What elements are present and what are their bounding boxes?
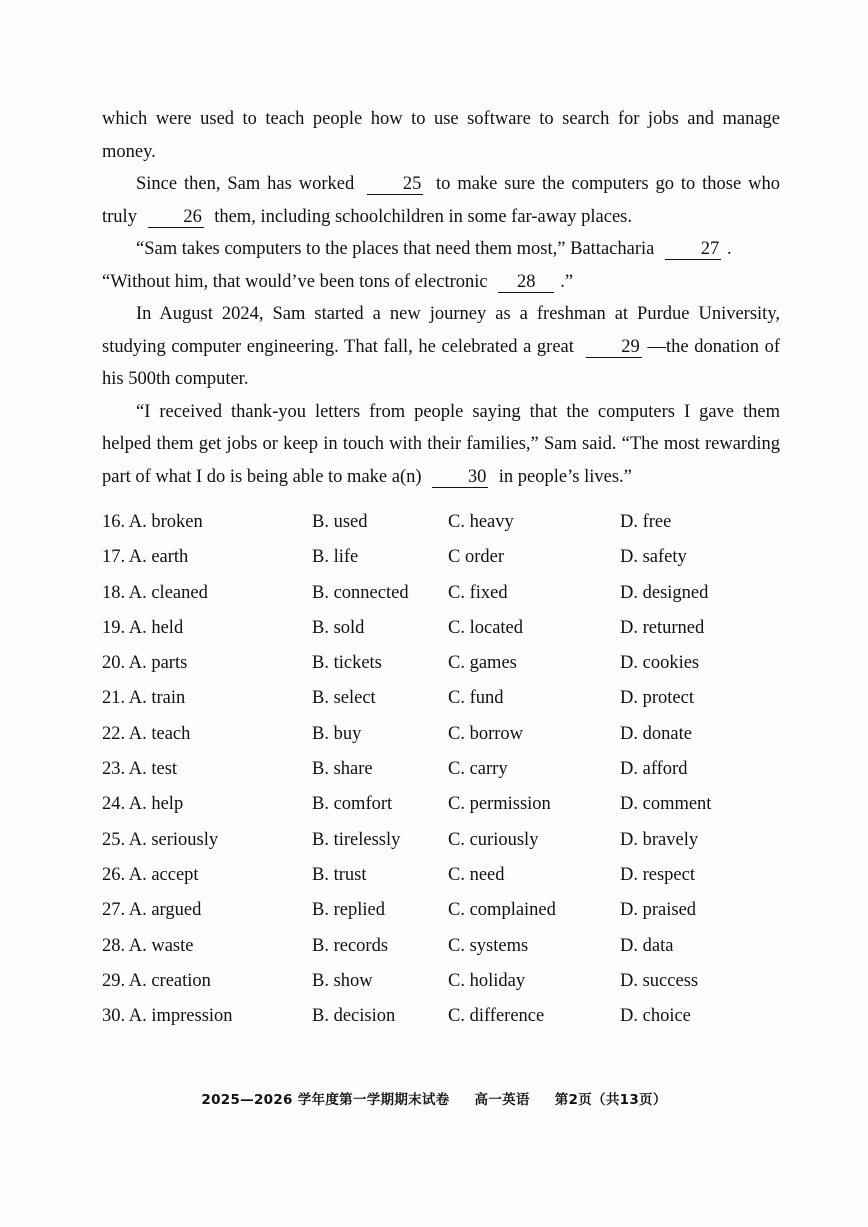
option-c: C. carry xyxy=(448,759,508,780)
option-b: B. buy xyxy=(312,723,362,744)
option-row xyxy=(102,790,742,825)
option-d: D. cookies xyxy=(620,653,700,674)
option-a: 28. A. waste xyxy=(102,935,194,956)
option-row xyxy=(102,579,742,614)
option-row xyxy=(102,861,742,896)
option-d: D. free xyxy=(620,512,672,532)
paragraph-4 xyxy=(102,266,780,299)
option-c: C. curiously xyxy=(448,829,539,850)
paragraph-3-text-before: “Sam takes computers to the places that need them most,” Battacharia xyxy=(136,239,655,259)
option-b: B. trust xyxy=(312,864,367,885)
paragraph-6-text-before: “I received thank-you letters from people saying that the computers I gave them helped them get jobs or keep in touch with their families,” Sam said. “The most rewarding part of what I do is being able to make a(n) xyxy=(102,401,780,487)
option-c: C. holiday xyxy=(448,970,526,991)
blank-29: 29 xyxy=(586,337,642,358)
option-d: D. choice xyxy=(620,1006,691,1027)
cloze-passage xyxy=(102,103,780,493)
option-c: C. systems xyxy=(448,935,529,956)
option-d: D. protect xyxy=(620,688,694,709)
option-c: C. difference xyxy=(448,1006,545,1027)
paragraph-6-text-after: in people’s lives.” xyxy=(498,466,632,487)
paragraph-1-text: which were used to teach people how to use software to search for jobs and manage money. xyxy=(102,109,780,162)
option-b: B. decision xyxy=(312,1006,396,1027)
paragraph-2-text-after: them, including schoolchildren in some far-away places. xyxy=(214,206,633,227)
option-a: 27. A. argued xyxy=(102,900,202,921)
option-a: 17. A. earth xyxy=(102,547,189,568)
option-c: C. need xyxy=(448,864,505,885)
option-row xyxy=(102,684,742,719)
option-b: B. replied xyxy=(312,900,385,921)
option-a: 16. A. broken xyxy=(102,512,203,532)
option-row xyxy=(102,614,742,649)
blank-27: 27 xyxy=(665,239,721,260)
footer-exam-title: 2025—2026 学年度第一学期期末试卷 xyxy=(201,1092,450,1108)
option-b: B. comfort xyxy=(312,794,393,815)
paragraph-5-text-after: —the donation of his 500th computer. xyxy=(102,336,780,389)
option-b: B. show xyxy=(312,970,373,991)
option-b: B. used xyxy=(312,512,368,532)
option-c: C. located xyxy=(448,617,524,638)
paragraph-1 xyxy=(102,103,780,168)
option-b: B. tickets xyxy=(312,653,382,674)
option-row xyxy=(102,1002,742,1037)
option-a: 23. A. test xyxy=(102,759,178,780)
option-a: 24. A. help xyxy=(102,794,184,815)
option-b: B. select xyxy=(312,688,376,709)
option-b: B. tirelessly xyxy=(312,829,401,850)
option-d: D. praised xyxy=(620,900,697,921)
option-d: D. comment xyxy=(620,794,712,815)
option-d: D. returned xyxy=(620,617,705,638)
option-c: C. permission xyxy=(448,794,551,815)
option-b: B. share xyxy=(312,759,373,780)
option-b: B. life xyxy=(312,547,359,568)
blank-28: 28 xyxy=(498,272,554,293)
option-d: D. bravely xyxy=(620,829,699,850)
option-a: 19. A. held xyxy=(102,617,184,638)
option-b: B. sold xyxy=(312,617,365,638)
option-a: 25. A. seriously xyxy=(102,829,219,850)
paragraph-6 xyxy=(102,396,780,494)
option-c: C. borrow xyxy=(448,723,524,744)
option-d: D. safety xyxy=(620,547,687,568)
paragraph-2-text-middle: to make sure the computers go to those who truly xyxy=(102,174,780,227)
option-c: C. games xyxy=(448,653,517,674)
paragraph-3-text-after: . xyxy=(726,239,732,259)
option-a: 26. A. accept xyxy=(102,864,199,885)
blank-30: 30 xyxy=(432,467,488,488)
option-row xyxy=(102,826,742,861)
option-c: C. fixed xyxy=(448,582,508,603)
option-c: C order xyxy=(448,547,504,568)
option-a: 21. A. train xyxy=(102,688,186,709)
option-row xyxy=(102,755,742,790)
option-d: D. data xyxy=(620,935,674,956)
blank-26: 26 xyxy=(148,207,204,228)
option-row xyxy=(102,508,742,543)
option-d: D. donate xyxy=(620,723,692,744)
option-a: 20. A. parts xyxy=(102,653,188,674)
option-row xyxy=(102,543,742,578)
option-c: C. heavy xyxy=(448,512,514,532)
option-c: C. complained xyxy=(448,900,556,921)
blank-25: 25 xyxy=(367,174,423,195)
option-row xyxy=(102,967,742,1002)
option-a: 29. A. creation xyxy=(102,970,211,991)
paragraph-4-text-before: “Without him, that would’ve been tons of electronic xyxy=(102,271,488,292)
footer-page-number: 第2页（共13页） xyxy=(554,1092,667,1108)
option-c: C. fund xyxy=(448,688,504,709)
option-d: D. success xyxy=(620,970,699,991)
option-a: 22. A. teach xyxy=(102,723,191,744)
paragraph-3 xyxy=(102,233,780,266)
option-row xyxy=(102,896,742,931)
option-b: B. records xyxy=(312,935,389,956)
option-row xyxy=(102,649,742,684)
page-footer xyxy=(0,1088,868,1108)
paragraph-5 xyxy=(102,298,780,396)
paragraph-4-text-after: .” xyxy=(560,271,574,292)
option-a: 30. A. impression xyxy=(102,1006,233,1027)
footer-subject: 高一英语 xyxy=(474,1092,530,1108)
option-row xyxy=(102,932,742,967)
option-d: D. afford xyxy=(620,759,688,780)
paragraph-5-text-before: In August 2024, Sam started a new journey as a freshman at Purdue University, studying computer engineering. That fall, he celebrated a great xyxy=(102,304,780,357)
answer-options-list xyxy=(102,508,742,1037)
option-d: D. respect xyxy=(620,864,695,885)
option-d: D. designed xyxy=(620,582,709,603)
paragraph-2-text-before: Since then, Sam has worked xyxy=(136,174,355,194)
paragraph-2 xyxy=(102,168,780,233)
option-b: B. connected xyxy=(312,582,409,603)
option-a: 18. A. cleaned xyxy=(102,582,208,603)
option-row xyxy=(102,720,742,755)
